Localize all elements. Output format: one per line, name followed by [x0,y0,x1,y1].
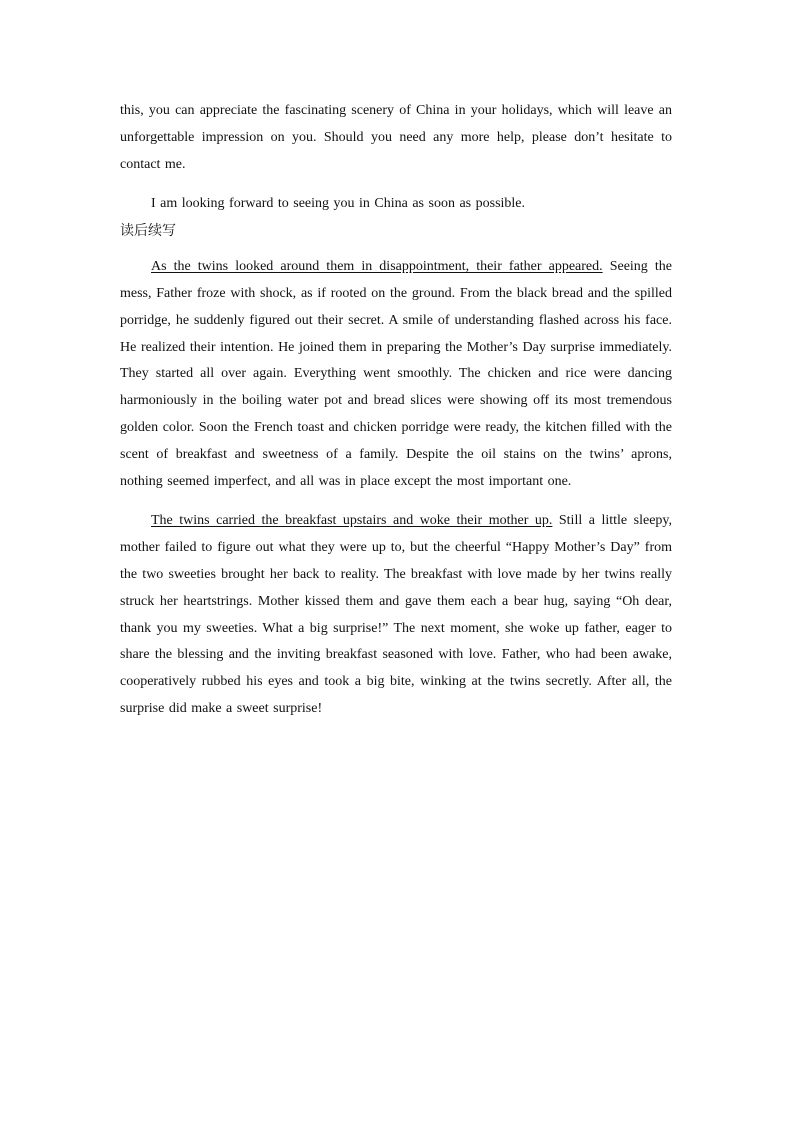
continuation-paragraph-2 [120,508,672,722]
continuation-paragraph-1 [120,254,672,495]
section-heading: 读后续写 [120,223,176,240]
letter-final-line: I am looking forward to seeing you in China as soon as possible. [151,196,526,212]
document-page [120,98,672,723]
paragraph-opening-sentence: The twins carried the breakfast upstairs and woke their mother up. [151,513,553,529]
paragraph-body: Seeing the mess, Father froze with shock, as if rooted on the ground. From the black bread and the spilled porridge, he suddenly figured out their secret. A smile of understanding flashed across his face. He realized their intention. He joined them in preparing the Mother’s Day surprise immediately. They started all over again. Everything went smoothly. The chicken and rice were dancing harmoniously in the boiling water pot and bread slices were showing off its most tremendous golden color. Soon the French toast and chicken porridge were ready, the kitchen filled with the scent of breakfast and sweetness of a family. Despite the oil stains on the twins’ aprons, nothing seemed imperfect, and all was in place except the most important one. [120,259,672,489]
paragraph-body: Still a little sleepy, mother failed to figure out what they were up to, but the cheerful “Happy Mother’s Day” from the two sweeties brought her back to reality. The breakfast with love made by her twins really struck her heartstrings. Mother kissed them and gave them each a bear hug, saying “Oh dear, thank you my sweeties. What a big surprise!” The next moment, she woke up father, eager to share the blessing and the inviting breakfast seasoned with love. Father, who had been awake, cooperatively rubbed his eyes and took a big bite, winking at the twins secretly. After all, the surprise did make a sweet surprise! [120,513,672,716]
paragraph-opening-sentence: As the twins looked around them in disappointment, their father appeared. [151,259,603,275]
letter-closing-paragraph: this, you can appreciate the fascinating scenery of China in your holidays, which will leave an unforgettable impression on you. Should you need any more help, please don’t hesitate to contact me. [120,103,672,172]
